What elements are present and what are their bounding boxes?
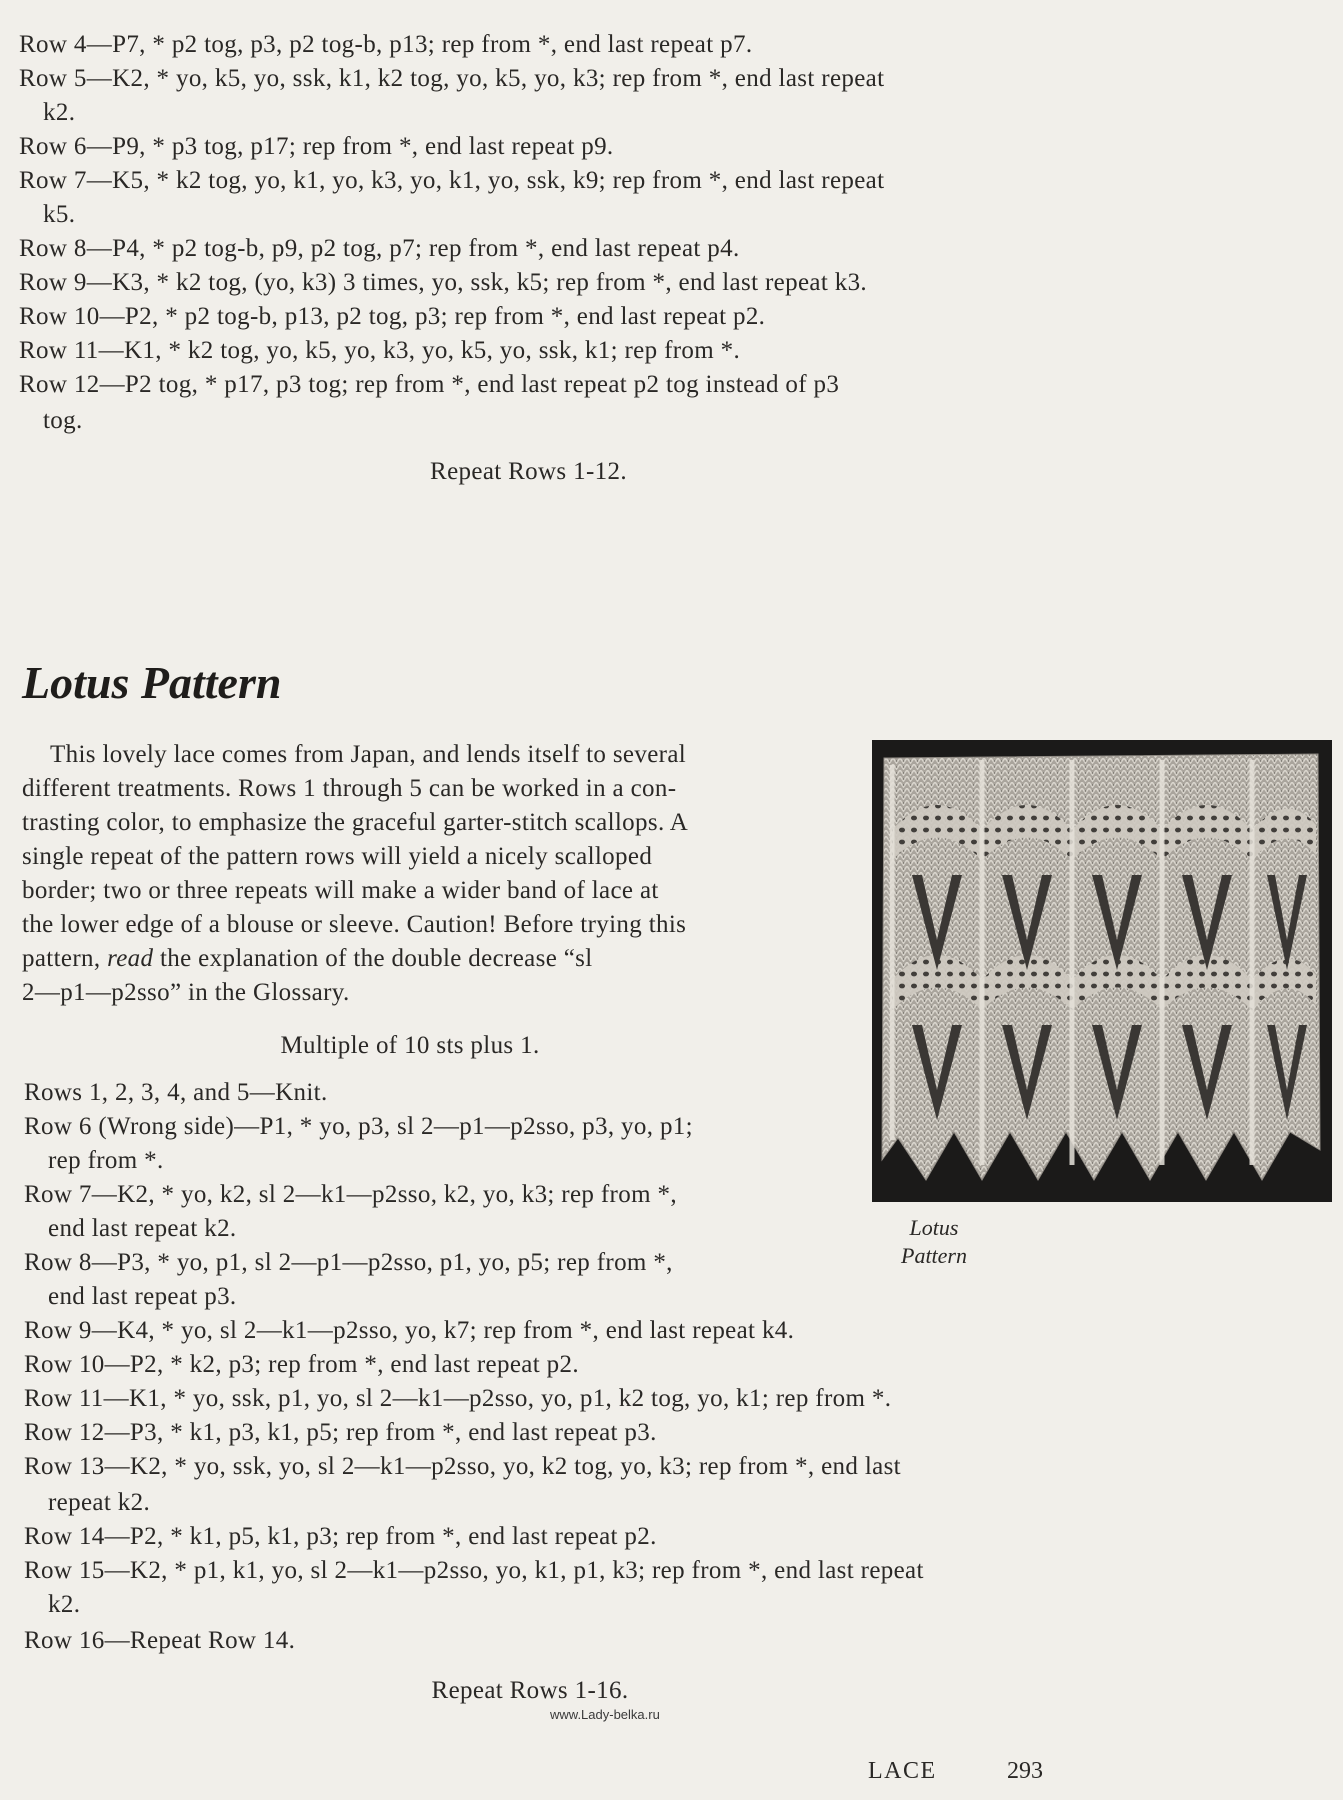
row-6-instruction: Row 6—P9, * p3 tog, p17; rep from *, end last repeat p9. bbox=[19, 133, 614, 160]
lotus-pattern-photo bbox=[872, 740, 1332, 1202]
intro-emphasis-read: read bbox=[107, 945, 154, 972]
page-number: 293 bbox=[1007, 1758, 1043, 1784]
intro-line-1: This lovely lace comes from Japan, and lends itself to several bbox=[50, 741, 687, 768]
row-8-lotus-instruction: Row 8—P3, * yo, p1, sl 2—p1—p2sso, p1, yo, p5; rep from *, bbox=[24, 1249, 673, 1276]
row-5-continuation: k2. bbox=[43, 99, 76, 126]
row-15-lotus-continuation: k2. bbox=[48, 1591, 81, 1618]
intro-line-7-after: the explanation of the double decrease “sl bbox=[153, 945, 593, 972]
watermark-url: www.Lady-belka.ru bbox=[550, 1707, 660, 1722]
row-11-instruction: Row 11—K1, * k2 tog, yo, k5, yo, k3, yo, k5, yo, ssk, k1; rep from *. bbox=[19, 337, 741, 364]
row-7-lotus-instruction: Row 7—K2, * yo, k2, sl 2—k1—p2sso, k2, yo, k3; rep from *, bbox=[24, 1181, 677, 1208]
row-9-instruction: Row 9—K3, * k2 tog, (yo, k3) 3 times, yo, ssk, k5; rep from *, end last repeat k3. bbox=[19, 269, 868, 296]
rows-1-5-instruction: Rows 1, 2, 3, 4, and 5—Knit. bbox=[24, 1079, 328, 1106]
row-15-lotus-instruction: Row 15—K2, * p1, k1, yo, sl 2—k1—p2sso, yo, k1, p1, k3; rep from *, end last repeat bbox=[24, 1557, 924, 1584]
intro-line-7 bbox=[22, 944, 593, 974]
intro-line-2: different treatments. Rows 1 through 5 can be worked in a con- bbox=[22, 775, 677, 802]
row-7-continuation: k5. bbox=[43, 201, 76, 228]
row-5-instruction: Row 5—K2, * yo, k5, yo, ssk, k1, k2 tog, yo, k5, yo, k3; rep from *, end last repeat bbox=[19, 65, 885, 92]
intro-line-4: single repeat of the pattern rows will yield a nicely scalloped bbox=[22, 843, 653, 870]
repeat-rows-1-12: Repeat Rows 1-12. bbox=[430, 458, 627, 485]
intro-line-5: border; two or three repeats will make a wider band of lace at bbox=[22, 877, 659, 904]
intro-line-8: 2—p1—p2sso” in the Glossary. bbox=[22, 979, 350, 1006]
row-11-lotus-instruction: Row 11—K1, * yo, ssk, p1, yo, sl 2—k1—p2sso, yo, p1, k2 tog, yo, k1; rep from *. bbox=[24, 1385, 892, 1412]
row-14-lotus-instruction: Row 14—P2, * k1, p5, k1, p3; rep from *, end last repeat p2. bbox=[24, 1523, 657, 1550]
row-6-lotus-continuation: rep from *. bbox=[48, 1147, 164, 1174]
row-13-lotus-continuation: repeat k2. bbox=[48, 1489, 151, 1516]
row-12-lotus-instruction: Row 12—P3, * k1, p3, k1, p5; rep from *, end last repeat p3. bbox=[24, 1419, 657, 1446]
footer-section-title: LACE bbox=[868, 1758, 937, 1784]
stitch-multiple: Multiple of 10 sts plus 1. bbox=[280, 1032, 540, 1059]
row-10-instruction: Row 10—P2, * p2 tog-b, p13, p2 tog, p3; rep from *, end last repeat p2. bbox=[19, 303, 766, 330]
row-4-instruction: Row 4—P7, * p2 tog, p3, p2 tog-b, p13; rep from *, end last repeat p7. bbox=[19, 31, 753, 58]
row-7-lotus-continuation: end last repeat k2. bbox=[48, 1215, 237, 1242]
row-6-lotus-instruction: Row 6 (Wrong side)—P1, * yo, p3, sl 2—p1—p2sso, p3, yo, p1; bbox=[24, 1113, 693, 1140]
repeat-rows-1-16: Repeat Rows 1-16. bbox=[431, 1677, 629, 1704]
photo-caption: Lotus Pattern bbox=[901, 1215, 967, 1268]
row-8-instruction: Row 8—P4, * p2 tog-b, p9, p2 tog, p7; rep from *, end last repeat p4. bbox=[19, 235, 740, 262]
intro-line-6: the lower edge of a blouse or sleeve. Caution! Before trying this bbox=[22, 911, 687, 938]
intro-line-7-before: pattern, bbox=[22, 945, 108, 972]
row-16-lotus-instruction: Row 16—Repeat Row 14. bbox=[24, 1627, 296, 1654]
lace-swatch-illustration bbox=[872, 740, 1332, 1202]
row-8-lotus-continuation: end last repeat p3. bbox=[48, 1283, 237, 1310]
section-title: Lotus Pattern bbox=[22, 657, 282, 708]
row-12-continuation: tog. bbox=[43, 407, 83, 434]
row-9-lotus-instruction: Row 9—K4, * yo, sl 2—k1—p2sso, yo, k7; rep from *, end last repeat k4. bbox=[24, 1317, 795, 1344]
row-7-instruction: Row 7—K5, * k2 tog, yo, k1, yo, k3, yo, k1, yo, ssk, k9; rep from *, end last repeat bbox=[19, 167, 885, 194]
row-13-lotus-instruction: Row 13—K2, * yo, ssk, yo, sl 2—k1—p2sso, yo, k2 tog, yo, k3; rep from *, end last bbox=[24, 1453, 901, 1480]
row-10-lotus-instruction: Row 10—P2, * k2, p3; rep from *, end last repeat p2. bbox=[24, 1351, 579, 1378]
row-12-instruction: Row 12—P2 tog, * p17, p3 tog; rep from *, end last repeat p2 tog instead of p3 bbox=[19, 371, 840, 398]
intro-line-3: trasting color, to emphasize the graceful garter-stitch scallops. A bbox=[22, 809, 689, 836]
